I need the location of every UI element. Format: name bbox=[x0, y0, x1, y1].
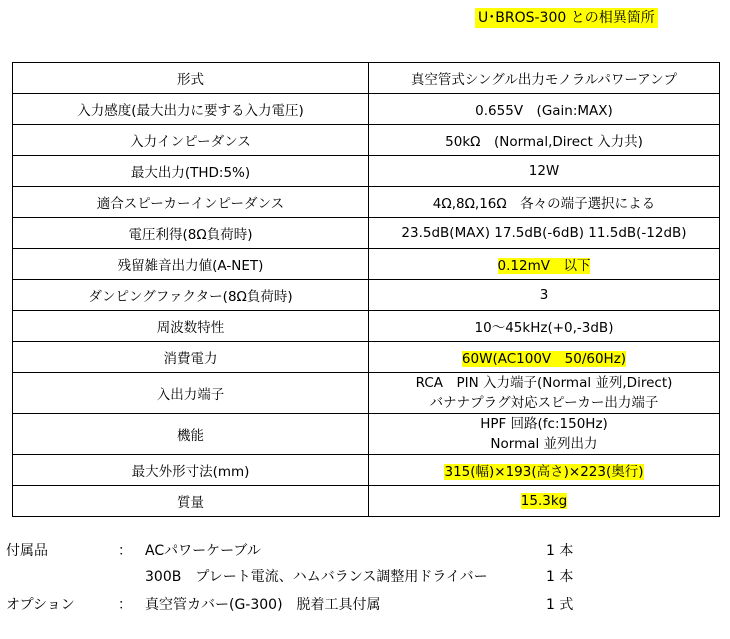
table-row bbox=[13, 187, 720, 218]
spec-value bbox=[369, 342, 720, 373]
table-row bbox=[13, 455, 720, 486]
table-row bbox=[13, 311, 720, 342]
spec-value bbox=[369, 156, 720, 187]
table-row bbox=[13, 94, 720, 125]
accessories-colon: ： bbox=[118, 543, 132, 559]
spec-label: 最大外形寸法(mm) bbox=[13, 455, 369, 486]
spec-value bbox=[369, 414, 720, 455]
accessory-item-qty: 1 本 bbox=[546, 543, 574, 559]
spec-value-text: 50kΩ (Normal,Direct 入力共) bbox=[445, 134, 643, 150]
table-row bbox=[13, 125, 720, 156]
spec-value-text: 15.3kg bbox=[520, 493, 568, 509]
table-row bbox=[13, 342, 720, 373]
spec-value-text: 315(幅)×193(高さ)×223(奥行) bbox=[444, 464, 644, 480]
spec-value bbox=[369, 311, 720, 342]
spec-value bbox=[369, 63, 720, 94]
spec-label: 電圧利得(8Ω負荷時) bbox=[13, 218, 369, 249]
spec-value-text: 60W(AC100V 50/60Hz) bbox=[461, 351, 627, 367]
table-row bbox=[13, 218, 720, 249]
spec-value bbox=[369, 280, 720, 311]
spec-value bbox=[369, 218, 720, 249]
spec-value-line: バナナプラグ対応スピーカー出力端子 bbox=[429, 395, 659, 411]
table-row bbox=[13, 414, 720, 455]
spec-value bbox=[369, 249, 720, 280]
spec-value bbox=[369, 125, 720, 156]
spec-value-text: 4Ω,8Ω,16Ω 各々の端子選択による bbox=[432, 196, 656, 212]
spec-value-text: 0.12mV 以下 bbox=[497, 258, 591, 274]
spec-label: 質量 bbox=[13, 486, 369, 517]
spec-label: 周波数特性 bbox=[13, 311, 369, 342]
spec-label: 機能 bbox=[13, 414, 369, 455]
accessory-item-name: 300B プレート電流、ハムバランス調整用ドライバー bbox=[145, 569, 488, 585]
spec-label: ダンピングファクター(8Ω負荷時) bbox=[13, 280, 369, 311]
spec-value bbox=[369, 455, 720, 486]
table-row bbox=[13, 280, 720, 311]
option-item-qty: 1 式 bbox=[546, 597, 574, 613]
diff-note: U･BROS-300 との相異箇所 bbox=[475, 8, 658, 28]
table-row bbox=[13, 486, 720, 517]
accessory-item-name: ACパワーケーブル bbox=[145, 543, 261, 559]
spec-value bbox=[369, 486, 720, 517]
option-item-name: 真空管カバー(G-300) 脱着工具付属 bbox=[145, 597, 381, 613]
spec-label: 適合スピーカーインピーダンス bbox=[13, 187, 369, 218]
option-colon: ： bbox=[118, 597, 132, 613]
spec-value-text: 23.5dB(MAX) 17.5dB(-6dB) 11.5dB(-12dB) bbox=[401, 225, 687, 241]
spec-value bbox=[369, 373, 720, 414]
spec-label: 残留雑音出力値(A-NET) bbox=[13, 249, 369, 280]
spec-label: 消費電力 bbox=[13, 342, 369, 373]
spec-label: 入力インピーダンス bbox=[13, 125, 369, 156]
spec-value-text: 0.655V (Gain:MAX) bbox=[475, 103, 613, 119]
spec-value-line: Normal 並列出力 bbox=[490, 436, 598, 452]
accessory-item-qty: 1 本 bbox=[546, 569, 574, 585]
spec-value-line: RCA PIN 入力端子(Normal 並列,Direct) bbox=[415, 375, 673, 391]
option-label: オプション bbox=[6, 597, 75, 613]
spec-value bbox=[369, 94, 720, 125]
accessories-label: 付属品 bbox=[6, 543, 48, 559]
spec-label: 入力感度(最大出力に要する入力電圧) bbox=[13, 94, 369, 125]
table-row bbox=[13, 249, 720, 280]
spec-value-line: HPF 回路(fc:150Hz) bbox=[480, 416, 608, 432]
table-row bbox=[13, 156, 720, 187]
spec-table bbox=[12, 62, 720, 517]
spec-label: 最大出力(THD:5%) bbox=[13, 156, 369, 187]
table-row bbox=[13, 373, 720, 414]
spec-value bbox=[369, 187, 720, 218]
spec-value-text: 3 bbox=[539, 287, 549, 303]
spec-value-text: 10～45kHz(+0,-3dB) bbox=[474, 320, 614, 336]
table-row bbox=[13, 63, 720, 94]
spec-label: 入出力端子 bbox=[13, 373, 369, 414]
spec-value-text: 真空管式シングル出力モノラルパワーアンプ bbox=[410, 72, 678, 88]
spec-value-text: 12W bbox=[528, 163, 560, 179]
spec-label: 形式 bbox=[13, 63, 369, 94]
